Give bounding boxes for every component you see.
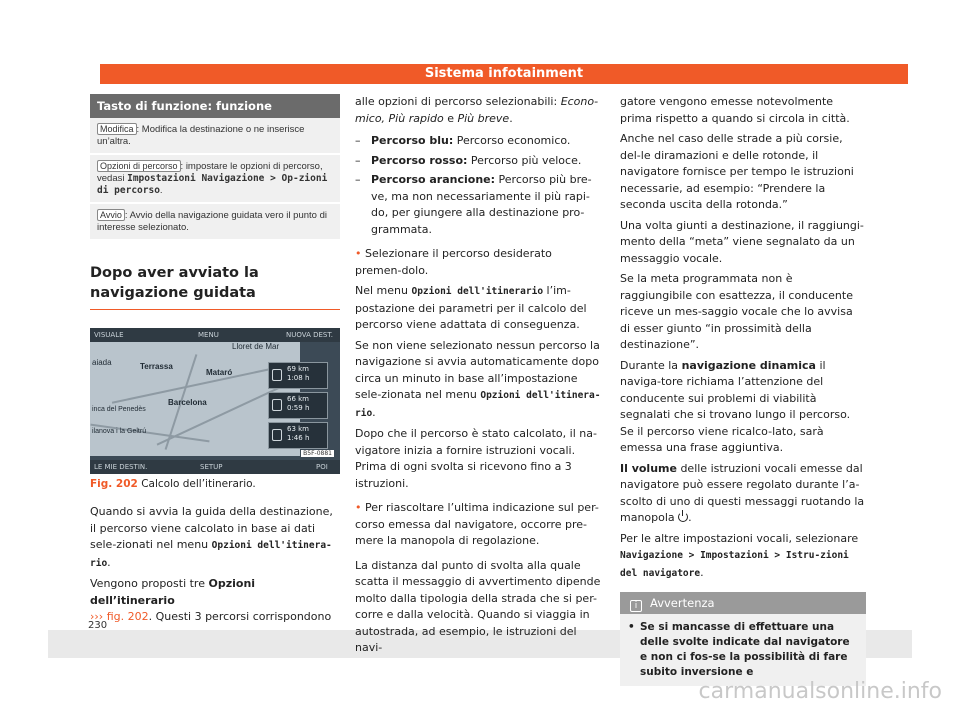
menu-path: Navigazione > Impostazioni > Istru-zioni del navigatore [620,550,849,579]
text: . [372,405,376,419]
item-text: Percorso più bre-ve, ma non necessariamente il più rapi-do, per giungere alla destinazione pro-grammata. [371,173,592,236]
route-options-panel [268,362,328,452]
column-2 [355,94,601,657]
column-1 [90,94,340,626]
screen-bottom-bar [90,460,340,474]
caption-text: Calcolo dell’itinerario. [141,478,256,490]
route-option[interactable] [268,422,328,449]
text: Selezionare il percorso desiderato premen-dolo. [355,247,552,277]
text: Per riascoltare l’ultima indicazione sul per-corso emessa dal navigatore, occorre pre-mere la manopola di regolazione. [355,501,599,547]
menu-path: Impostazioni Navigazione > Op-zioni di percorso [97,173,328,196]
text: . [700,565,704,579]
text: Nel menu [355,284,412,297]
screen-top-bar [90,328,340,342]
paragraph [620,461,866,527]
route-distance: 66 km [287,395,310,403]
paragraph [90,504,340,572]
italic-text: Econo-mico, Più rapido [355,95,599,125]
list-item: – Percorso arancione: Percorso più bre-ve, ma non necessariamente il più rapi-do, per giungere alla destinazione pro-grammata. [355,173,592,236]
menu-name: Opzioni dell'itinera-rio [90,540,332,569]
text: Quando si avvia la guida della destinazione, il percorso viene calcolato in base ai dati sele-zionati nel menu [90,505,333,551]
tab-menu: MENU [198,331,219,339]
text: . [107,555,111,569]
row-text: : Avvio della navigazione guidata vero il punto di interesse selezionato. [97,210,327,233]
figure-reference-link[interactable]: ››› fig. 202 [90,610,149,623]
function-key: Avvio [97,209,125,221]
route-time: 0:59 h [287,404,310,412]
route-option[interactable] [268,362,328,389]
watermark: carmanualsonline.info [698,679,942,704]
table-row [90,155,340,204]
paragraph: La distanza dal punto di svolta alla quale scatta il messaggio di avvertimento dipende molto dalla tipologia della strada che si per-corre e dalla velocità. Quando si viaggia in autostrada, ad esempio, le istruzioni del navi- [355,558,601,654]
row-text: : Modifica la destinazione o ne inserisce un’altra. [97,124,305,147]
item-text: Percorso economico. [453,134,571,147]
paragraph: gatore vengono emesse notevolmente prima rispetto a quando si circola in città. [620,95,850,125]
map-label: inca del Penedès [92,406,146,413]
figure-caption [90,478,340,490]
italic-text: Più breve [457,111,510,125]
map-label: Mataró [206,368,233,377]
paragraph: Anche nel caso delle strade a più corsie, del-le diramazioni e delle rotonde, il navigatore fornisce per tempo le istruzioni necessarie, ad esempio: “Prendere la seconda uscita della rotonda.” [620,132,854,211]
paragraph [90,576,340,626]
text: Per le altre impostazioni vocali, selezionare [620,531,859,545]
paragraph [355,283,601,334]
chapter-header: Sistema infotainment [100,64,908,84]
list-item: – Percorso blu: Percorso economico. [355,134,571,147]
route-time: 1:08 h [287,374,310,382]
tab-nuova-dest: NUOVA DEST. [286,331,334,339]
route-icon [272,429,282,441]
bullet-icon: • [628,621,635,633]
text: il naviga-tore richiama l’attenzione del conducente sui problemi di viabilità segnalati che si trovano lungo il percorso. Se il percorso viene ricalco-lato, sarà emessa una frase aggiuntiva. [620,358,851,454]
paragraph: Dopo che il percorso è stato calcolato, il na-vigatore inizia a fornire istruzioni vocali. Prima di ogni svolta si ricevono fino a 3 istruzioni. [355,427,597,490]
text: Durante la [620,358,682,372]
text: . [688,511,692,524]
paragraph [355,500,601,550]
map-label: Terrassa [140,362,173,371]
warning-header [620,592,866,614]
bullet-icon: • [355,501,362,514]
column-3 [620,94,866,686]
item-text: Percorso più veloce. [467,153,582,167]
warning-title: Avvertenza [650,596,715,610]
warning-text [620,614,866,686]
route-option[interactable] [268,392,328,419]
paragraph [355,94,601,127]
figure-code: B5F-0881 [303,450,332,457]
table-row [90,118,340,155]
bold-text: Opzioni dell’itinerario [90,577,256,607]
text: Vengono proposti tre [90,577,209,590]
function-key: Modifica [97,123,137,135]
bullet-icon: • [355,247,362,260]
route-distance: 63 km [287,425,310,433]
page-number: 230 [88,620,108,631]
menu-name: Opzioni dell'itinera-rio [355,390,601,419]
figure-label: Fig. 202 [90,478,138,490]
text: alle opzioni di percorso selezionabili: [355,95,561,108]
item-label: Percorso rosso: [371,153,468,167]
route-icon [272,399,282,411]
power-knob-icon [678,512,688,522]
tab-le-mie-destin: LE MIE DESTIN. [94,463,148,471]
item-label: Percorso blu: [371,134,454,147]
bold-text: navigazione dinamica [681,358,816,372]
paragraph: Se la meta programmata non è raggiungibile con esattezza, il conducente riceve un mes-saggio vocale che lo avvisa di esser giunto “in prossimità della destinazione”. [620,272,853,351]
paragraph [620,358,866,457]
navigation-screen-figure [90,328,340,474]
row-text-end: . [159,185,163,196]
page-sheet [48,50,912,678]
text: . [509,111,513,125]
row-text: : impostare le opzioni di percorso, vedasi [97,161,323,184]
tab-poi: POI [316,463,328,471]
paragraph [620,531,866,583]
map-label: aiada [92,358,112,367]
route-list [355,133,601,238]
text: Se si mancasse di effettuare una delle svolte indicate dal navigatore e non ci fos-se la possibilità di fare subito inversione e [640,621,850,678]
bold-text: Il volume [620,461,677,475]
warning-box [620,592,866,686]
info-icon: i [630,600,642,612]
text: e [443,111,458,125]
route-time: 1:46 h [287,434,310,442]
paragraph [355,338,601,423]
paragraph [355,246,601,279]
tab-setup: SETUP [200,463,223,471]
paragraph: Una volta giunti a destinazione, il raggiungi-mento della “meta” viene segnalato da un messaggio vocale. [620,218,864,265]
section-title: Dopo aver avviato la navigazione guidata [90,263,340,310]
text: delle istruzioni vocali emesse dal navigatore può essere regolato durante l’a-scolto di uno di questi messaggi ruotando la manopola [620,461,865,524]
menu-name: Opzioni dell'itinerario [411,286,544,297]
function-table-heading: Tasto di funzione: funzione [90,94,340,118]
map-label: Lloret de Mar [232,342,280,351]
item-label: Percorso arancione: [371,173,496,186]
tab-visuale: VISUALE [94,331,124,339]
text: Se non viene selezionato nessun percorso la navigazione si avvia automaticamente dopo circa un minuto in base all’impostazione sele-zionata nel menu [355,338,600,401]
route-icon [272,369,282,381]
function-key: Opzioni di percorso [97,160,181,172]
route-distance: 69 km [287,365,310,373]
text: l’im-postazione dei parametri per il calcolo del percorso viene adattata di conseguenza. [355,284,587,331]
manual-page [48,50,912,678]
map-label: ilanova i la Geltrú [92,428,147,435]
map-label: Barcelona [168,398,207,407]
list-item: – Percorso rosso: Percorso più veloce. [355,153,582,167]
text: . Questi 3 percorsi corrispondono [148,610,332,623]
table-row [90,204,340,241]
